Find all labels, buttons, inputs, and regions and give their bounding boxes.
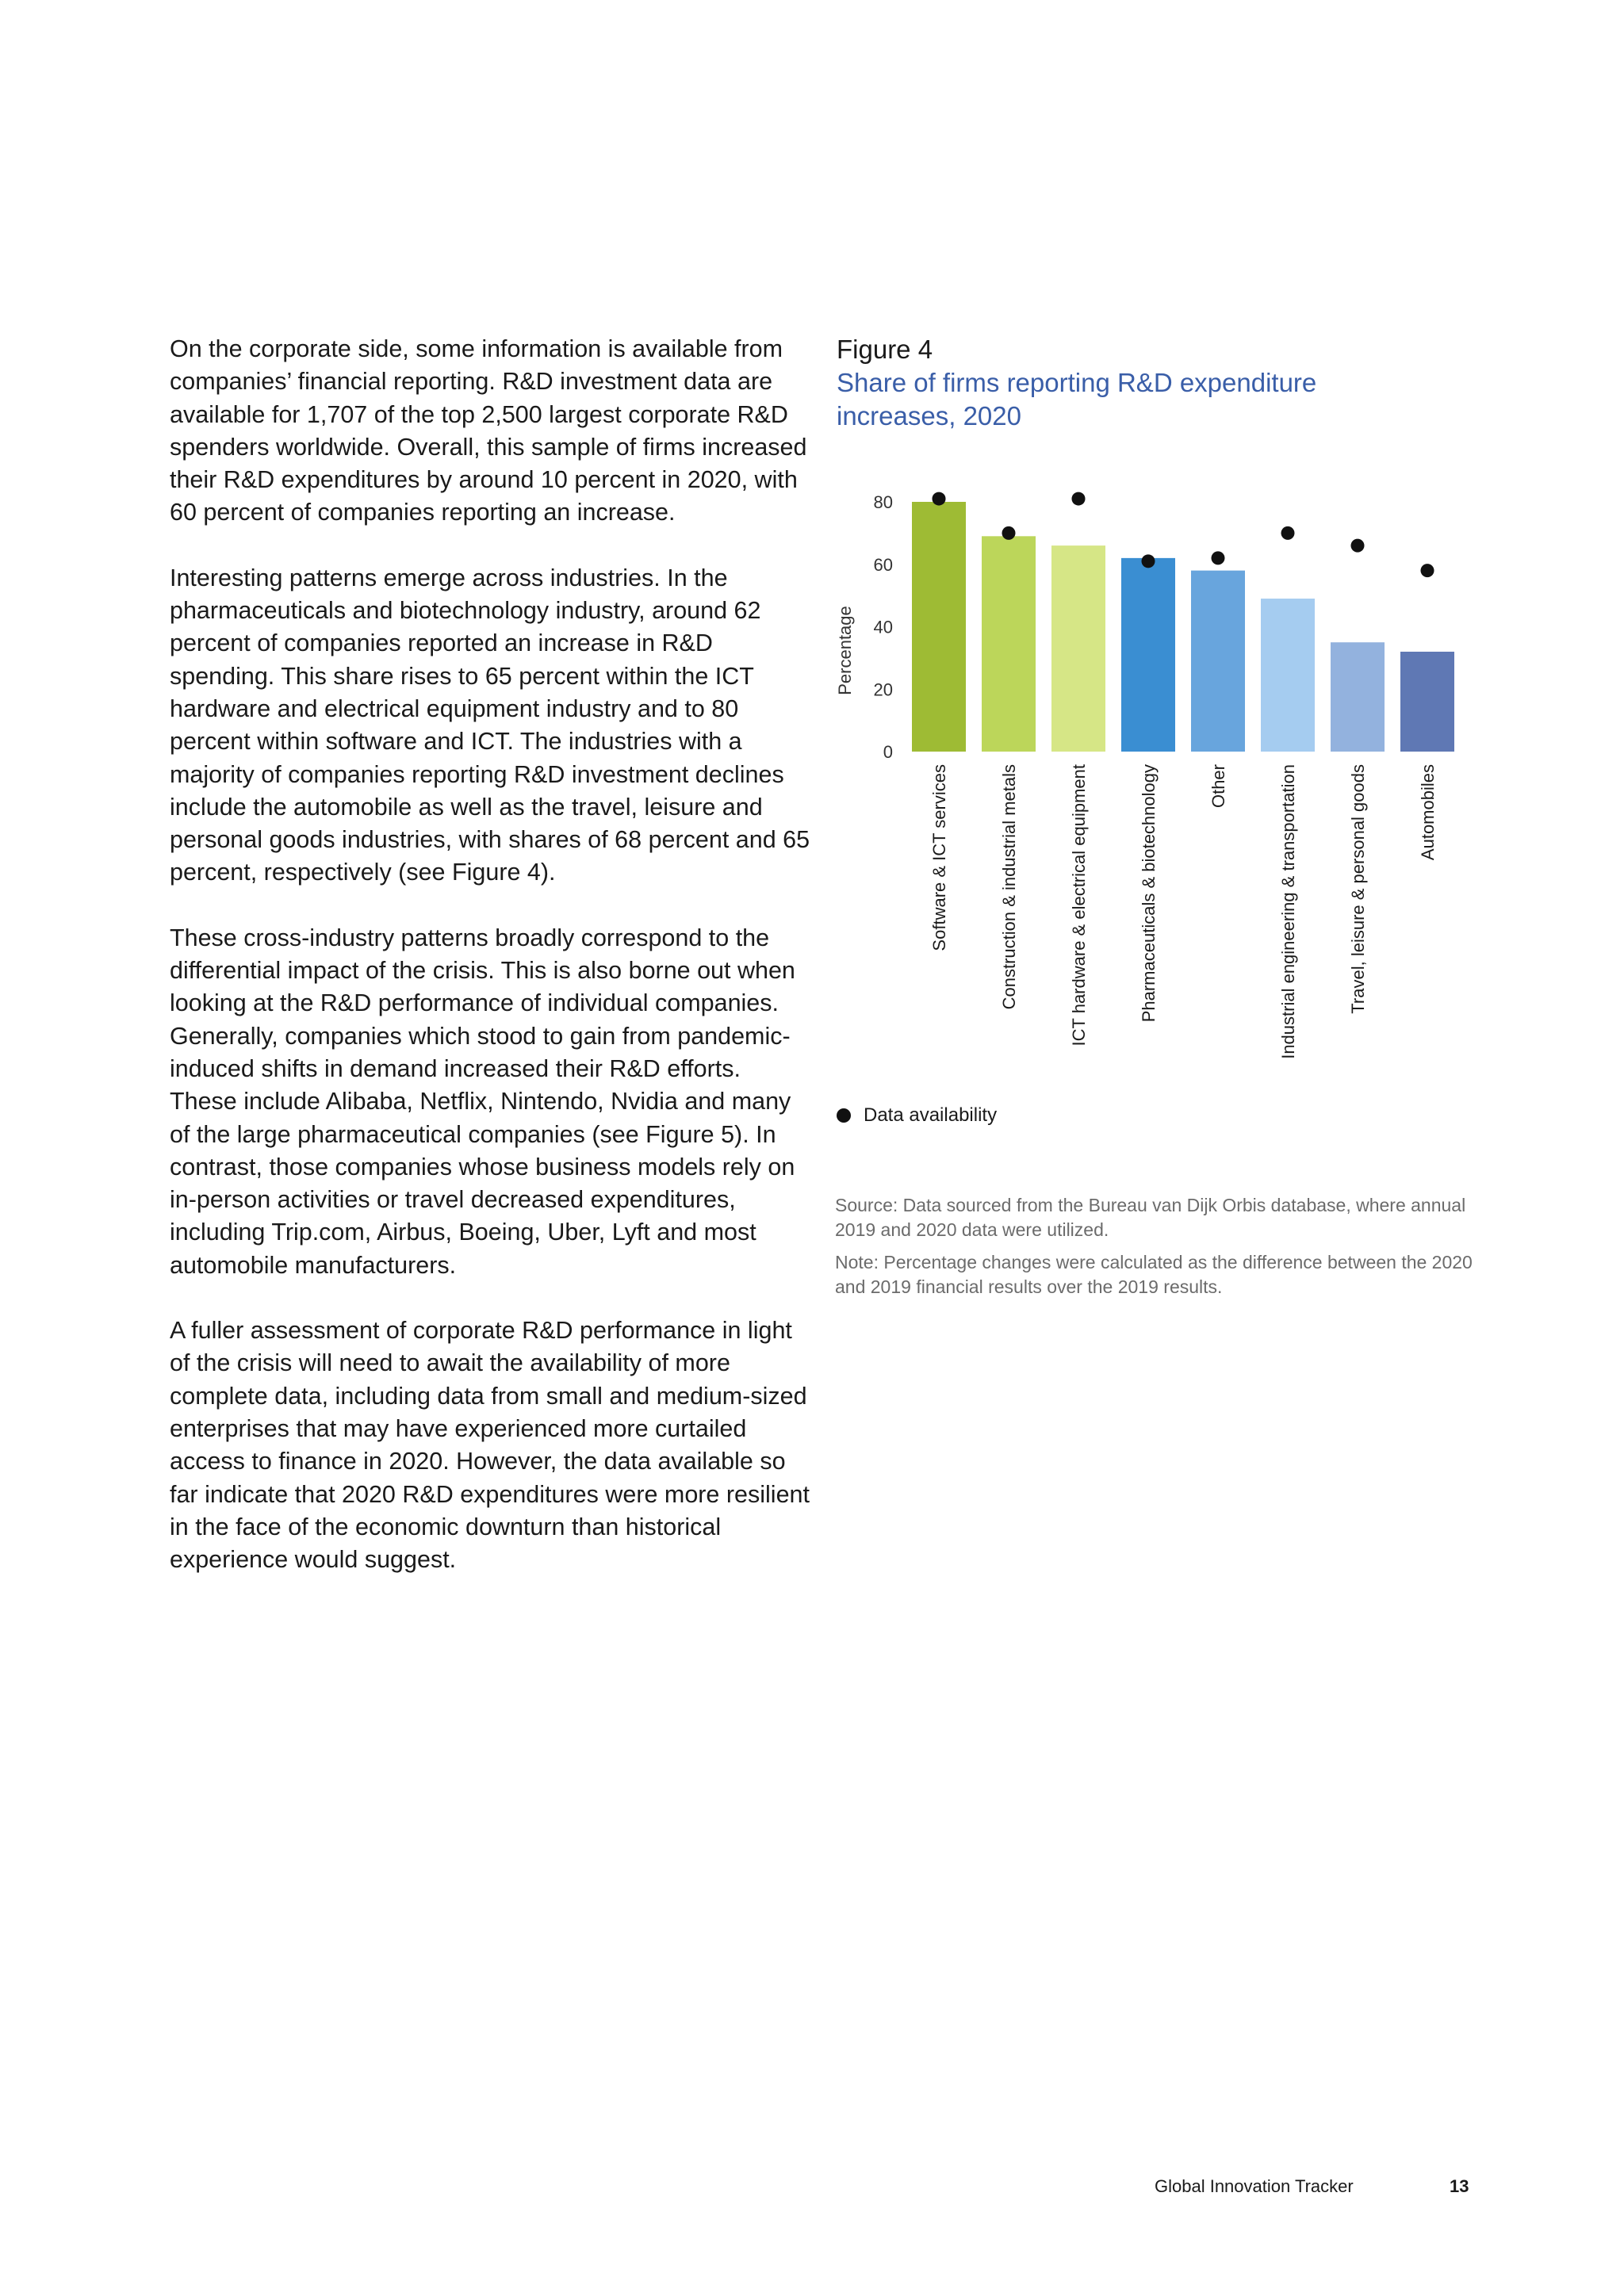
data-availability-dot-5 [1212, 551, 1225, 564]
bar-4 [1121, 558, 1175, 752]
figure-note: Note: Percentage changes were calculated as the difference between the 2020 and 2019 financial results over the 2019 results. [835, 1252, 1473, 1297]
x-tick-label: Pharmaceuticals & biotechnology [1139, 764, 1159, 1023]
page-number: 13 [1450, 2176, 1469, 2196]
body-paragraph: On the corporate side, some information is available from companies’ financial reporting. R&D investment data are available for 1,707 of the top 2,500 largest corporate R&D spenders worldwide. Overall, this sample of firms increased their R&D expenditures by around 10 percent in 2020, with 60 percent of companies reporting an increase. [170, 335, 807, 526]
footer-title: Global Innovation Tracker [1155, 2176, 1354, 2196]
body-paragraph: Interesting patterns emerge across industries. In the pharmaceuticals and biotechnology industry, around 62 percent of companies reported an increase in R&D spending. This share rises to 65 percent within the ICT hardware and electrical equipment industry and to 80 percent within software and ICT. The industries with a majority of companies reporting R&D investment declines include the automobile as well as the travel, leisure and personal goods industries, with shares of 68 percent and 65 percent, respectively (see Figure 4). [170, 564, 810, 886]
y-tick-label: 60 [873, 554, 893, 575]
bar-3 [1051, 545, 1105, 752]
x-tick-label: Industrial engineering & transportation [1278, 764, 1298, 1059]
legend-label: Data availability [864, 1104, 998, 1126]
bar-5 [1191, 571, 1245, 752]
data-availability-dot-8 [1421, 564, 1434, 577]
x-tick-label: Travel, leisure & personal goods [1348, 764, 1368, 1014]
y-tick-label: 20 [873, 679, 893, 700]
y-tick-label: 80 [873, 492, 893, 512]
figure-title: Share of firms reporting R&D expenditure increases, 2020 [837, 368, 1317, 430]
body-paragraph: A fuller assessment of corporate R&D performance in light of the crisis will need to await the availability of more complete data, including data from small and medium-sized enterprises that may have experienced more curtailed access to finance in 2020. However, the data available so far indicate that 2020 R&D expenditures were more resilient in the face of the economic downturn than historical experience would suggest. [170, 1317, 810, 1574]
data-availability-dot-6 [1281, 526, 1295, 540]
data-availability-dot-4 [1142, 554, 1155, 568]
bar-1 [912, 502, 966, 752]
x-tick-label: Other [1208, 764, 1228, 809]
data-availability-dot-1 [933, 492, 946, 506]
x-tick-label: Automobiles [1418, 764, 1438, 861]
data-availability-dot-3 [1072, 492, 1086, 506]
data-availability-dot-icon [837, 1108, 851, 1123]
x-tick-label: ICT hardware & electrical equipment [1069, 764, 1089, 1047]
chart-legend [837, 1104, 997, 1127]
x-tick-label: Construction & industrial metals [999, 764, 1019, 1010]
x-tick-label: Software & ICT services [929, 764, 949, 951]
body-paragraph: These cross-industry patterns broadly correspond to the differential impact of the crisis. This is also borne out when looking at the R&D performance of individual companies. Generally, companies which stood to gain from pandemic-induced shifts in demand increased their R&D efforts. These include Alibaba, Netflix, Nintendo, Nvidia and many of the large pharmaceutical companies (see Figure 5). In contrast, those companies whose business models rely on in-person activities or travel decreased expenditures, including Trip.com, Airbus, Boeing, Uber, Lyft and most automobile manufacturers. [170, 924, 795, 1279]
figure-source: Source: Data sourced from the Bureau van Dijk Orbis database, where annual 2019 and 2020 data were utilized. [835, 1195, 1466, 1240]
body-text-column [170, 333, 812, 1609]
figure-label: Figure 4 [837, 335, 933, 364]
y-tick-label: 0 [883, 742, 893, 762]
y-axis-label: Percentage [835, 606, 855, 695]
bar-6 [1261, 599, 1315, 752]
y-tick-label: 40 [873, 617, 893, 637]
bar-7 [1331, 642, 1385, 752]
bar-8 [1400, 652, 1454, 752]
bar-2 [982, 536, 1036, 752]
bar-chart [825, 476, 1499, 1102]
data-availability-dot-2 [1002, 526, 1016, 540]
data-availability-dot-7 [1351, 539, 1365, 553]
